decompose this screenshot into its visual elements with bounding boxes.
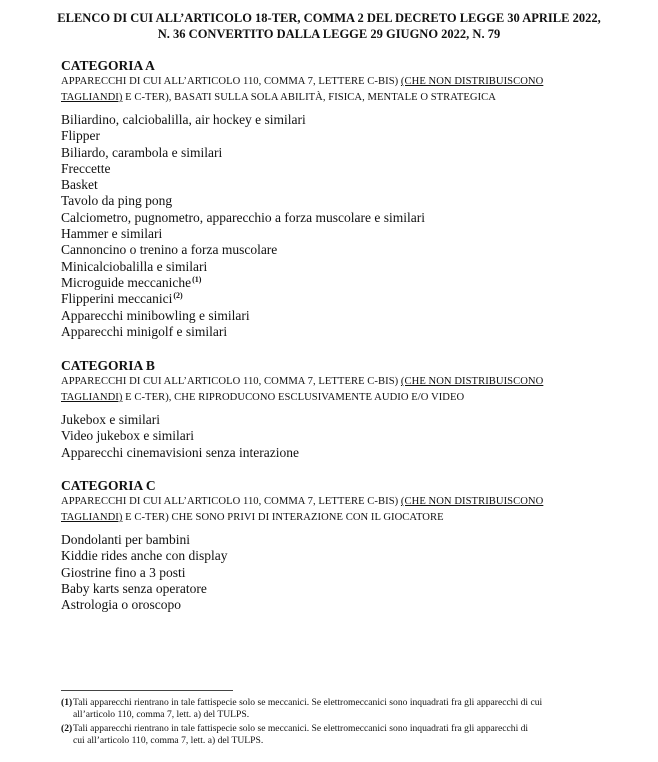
- list-item: [61, 291, 621, 307]
- desc-underlined: (CHE NON DISTRIBUISCONO: [400, 496, 544, 507]
- footnote-ref-2: (2): [173, 291, 183, 301]
- list-item: Kiddie rides anche con display: [61, 548, 228, 564]
- desc-underlined: (CHE NON DISTRIBUISCONO: [400, 376, 544, 387]
- item-list: [61, 412, 621, 461]
- footnote-ref-1: (1): [192, 274, 202, 284]
- list-item: Minicalciobalilla e similari: [61, 258, 208, 274]
- section-categoria-c: [61, 478, 621, 613]
- document-title: [40, 10, 618, 42]
- list-item: Jukebox e similari: [61, 412, 160, 427]
- section-title: CATEGORIA C: [61, 478, 156, 493]
- desc-text: E C-TER), CHE RIPRODUCONO ESCLUSIVAMENTE AUDIO E/O VIDEO: [122, 392, 465, 403]
- desc-text: APPARECCHI DI CUI ALL’ARTICOLO 110, COMMA 7, LETTERE C-BIS): [61, 76, 401, 87]
- list-item: Video jukebox e similari: [61, 428, 195, 444]
- item-text: Flipperini meccanici: [61, 291, 173, 307]
- list-item: Giostrine fino a 3 posti: [61, 564, 186, 580]
- footnote-divider: [61, 690, 233, 691]
- list-item: Cannoncino o trenino a forza muscolare: [61, 242, 278, 258]
- list-item: Apparecchi minibowling e similari: [61, 307, 250, 323]
- desc-underlined: TAGLIANDI): [61, 92, 123, 103]
- section-description: [61, 74, 621, 106]
- title-line-2: N. 36 CONVERTITO DALLA LEGGE 29 GIUGNO 2022, N. 79: [157, 27, 501, 41]
- item-text: Microguide meccaniche: [61, 274, 192, 290]
- list-item: Astrologia o oroscopo: [61, 597, 181, 613]
- list-item: Freccette: [61, 160, 111, 176]
- list-item: Dondolanti per bambini: [61, 532, 190, 547]
- desc-text: APPARECCHI DI CUI ALL’ARTICOLO 110, COMMA 7, LETTERE C-BIS): [61, 376, 401, 387]
- footnote-1: [61, 697, 621, 721]
- list-item: Basket: [61, 177, 98, 193]
- section-title: CATEGORIA A: [61, 58, 155, 73]
- footnote-number: (2): [61, 723, 73, 734]
- desc-underlined: TAGLIANDI): [61, 392, 123, 403]
- list-item: Flipper: [61, 128, 100, 144]
- desc-text: E C-TER) CHE SONO PRIVI DI INTERAZIONE CON IL GIOCATORE: [122, 512, 444, 523]
- footnote-number: (1): [61, 697, 73, 708]
- item-list: [61, 112, 621, 340]
- title-line-1: ELENCO DI CUI ALL’ARTICOLO 18-TER, COMMA 2 DEL DECRETO LEGGE 30 APRILE 2022,: [57, 11, 601, 25]
- desc-underlined: TAGLIANDI): [61, 512, 123, 523]
- list-item: Calciometro, pugnometro, apparecchio a forza muscolare e similari: [61, 209, 425, 225]
- desc-text: APPARECCHI DI CUI ALL’ARTICOLO 110, COMMA 7, LETTERE C-BIS): [61, 496, 401, 507]
- section-title: CATEGORIA B: [61, 358, 155, 373]
- list-item: [61, 275, 621, 291]
- footnote-text: Tali apparecchi rientrano in tale fattispecie solo se meccanici. Se elettromeccanici sono inquadrati fra gli apparecchi di cui: [73, 697, 543, 708]
- list-item: Biliardino, calciobalilla, air hockey e similari: [61, 112, 306, 127]
- section-description: [61, 494, 621, 526]
- list-item: Apparecchi cinemavisioni senza interazione: [61, 444, 300, 460]
- list-item: Hammer e similari: [61, 226, 163, 242]
- section-description: [61, 374, 621, 406]
- list-item: Apparecchi minigolf e similari: [61, 323, 228, 339]
- list-item: Biliardo, carambola e similari: [61, 144, 223, 160]
- list-item: Tavolo da ping pong: [61, 193, 173, 209]
- footnote-2: [61, 723, 621, 747]
- desc-underlined: (CHE NON DISTRIBUISCONO: [400, 76, 544, 87]
- list-item: Baby karts senza operatore: [61, 580, 207, 596]
- section-categoria-a: [61, 58, 621, 340]
- footnote-text: all’articolo 110, comma 7, lett. a) del TULPS.: [73, 709, 250, 720]
- footnote-text: Tali apparecchi rientrano in tale fattispecie solo se meccanici. Se elettromeccanici sono inquadrati fra gli apparecchi di: [73, 723, 529, 734]
- desc-text: E C-TER), BASATI SULLA SOLA ABILITÀ, FISICA, MENTALE O STRATEGICA: [122, 92, 496, 103]
- footnote-text: cui all’articolo 110, comma 7, lett. a) del TULPS.: [73, 735, 264, 746]
- item-list: [61, 532, 621, 613]
- section-categoria-b: [61, 358, 621, 461]
